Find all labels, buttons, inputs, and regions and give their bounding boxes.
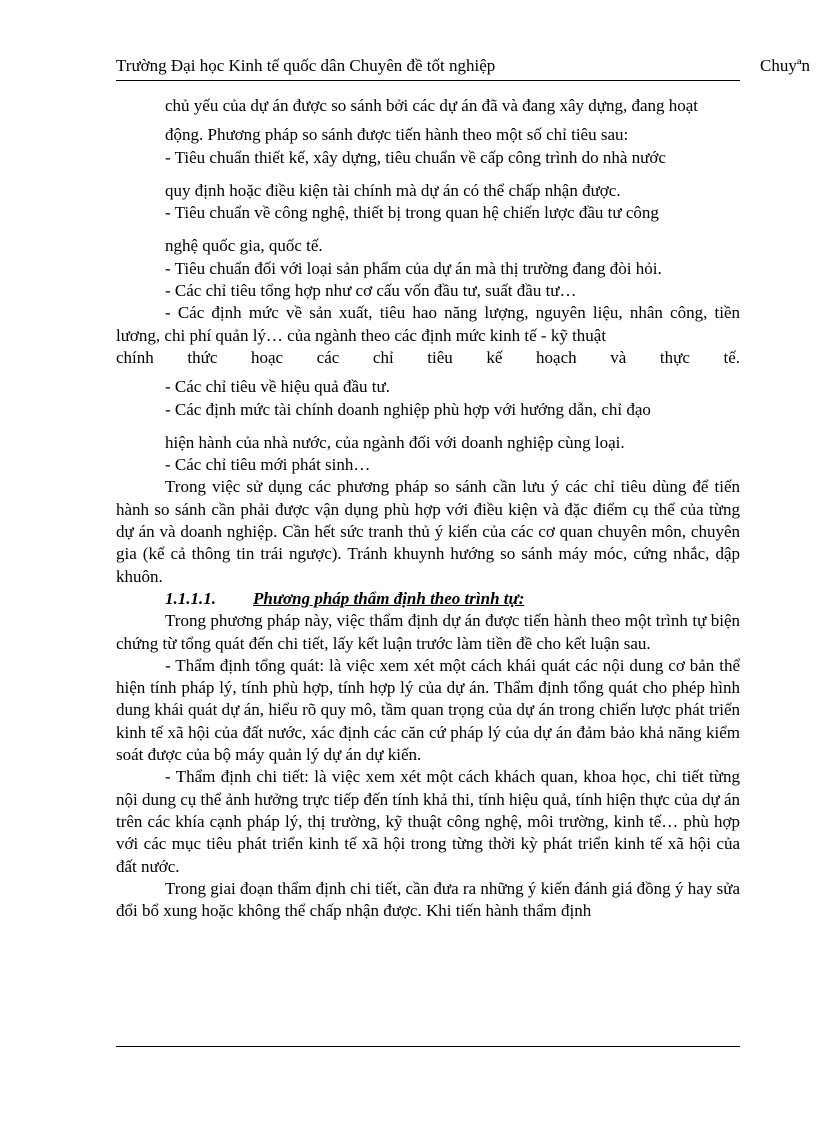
- paragraph: động. Phương pháp so sánh được tiến hành theo một số chỉ tiêu sau:: [165, 125, 629, 145]
- paragraph: - Tiêu chuẩn đối với loại sản phẩm của dự án mà thị trường đang đòi hỏi.: [165, 258, 662, 278]
- section-title: Phương pháp thẩm định theo trình tự:: [253, 588, 525, 608]
- paragraph: Trong việc sử dụng các phương pháp so sánh cần lưu ý các chỉ tiêu dùng để tiến hành so sánh cần phải được vận dụng phù hợp với điều kiện và đặc điểm cụ thể của từng dự án và doanh nghiệp. Cần hết sức tranh thủ ý kiến của các cơ quan chuyên môn, chuyên gia (kể cả thông tin trái ngược). Tránh khuynh hướng so sánh máy móc, cứng nhắc, dập khuôn.: [116, 477, 740, 586]
- paragraph: - Các chỉ tiêu về hiệu quả đầu tư.: [165, 377, 390, 397]
- paragraph: Trong phương pháp này, việc thẩm định dự án được tiến hành theo một trình tự biện chứng từ tổng quát đến chi tiết, lấy kết luận trước làm tiền đề cho kết luận sau.: [116, 611, 740, 653]
- paragraph: - Thẩm định chi tiết: là việc xem xét một cách khách quan, khoa học, chi tiết từng nội dung cụ thể ảnh hưởng trực tiếp đến tính khả thi, tính hiệu quả, tính hiện thực của dự án trên các khía cạnh pháp lý, thị trường, kỹ thuật công nghệ, môi trường, kinh tế… phù hợp với các mục tiêu phát triển kinh tế xã hội trong từng thời kỳ phát triển kinh tế xã hội của đất nước.: [116, 767, 740, 876]
- paragraph: Trong giai đoạn thẩm định chi tiết, cần đưa ra những ý kiến đánh giá đồng ý hay sửa đổi bổ xung hoặc không thể chấp nhận được. Khi tiến hành thẩm định: [116, 878, 740, 921]
- paragraph: - Các chỉ tiêu tổng hợp như cơ cấu vốn đầu tư, suất đầu tư…: [165, 281, 577, 301]
- header-title: Trường Đại học Kinh tế quốc dân Chuyên đề tốt nghiệp: [116, 56, 496, 75]
- paragraph: - Các định mức về sản xuất, tiêu hao năng lượng, nguyên liệu, nhân công, tiền lương, chi phí quản lý… của ngành theo các định mức kinh tế - kỹ thuật: [116, 303, 740, 345]
- paragraph: - Các định mức tài chính doanh nghiệp phù hợp với hướng dẫn, chỉ đạo: [165, 399, 651, 419]
- section-number: 1.1.1.1.: [165, 588, 216, 608]
- paragraph: - Tiêu chuẩn thiết kế, xây dựng, tiêu chuẩn về cấp công trình do nhà nước: [165, 147, 666, 167]
- paragraph: hiện hành của nhà nước, của ngành đối với doanh nghiệp cùng loại.: [165, 432, 625, 452]
- paragraph: - Các chỉ tiêu mới phát sinh…: [165, 455, 371, 475]
- paragraph: nghệ quốc gia, quốc tế.: [165, 236, 323, 256]
- header-right-text: Chuyªn: [760, 56, 811, 75]
- header-rule: [116, 80, 740, 81]
- section-heading: [116, 588, 740, 610]
- paragraph: - Tiêu chuẩn về công nghệ, thiết bị trong quan hệ chiến lược đầu tư công: [165, 203, 659, 223]
- footer-rule: [116, 1046, 740, 1047]
- paragraph: - Thẩm định tổng quát: là việc xem xét một cách khái quát các nội dung cơ bản thể hiện tính pháp lý, tính phù hợp, tính hợp lý của dự án. Thẩm định tổng quát cho phép hình dung khái quát dự án, hiểu rõ quy mô, tầm quan trọng của dự án trong chiến lược phát triển kinh tế xã hội của đất nước, xác định các căn cứ pháp lý của dự án đảm bảo khả năng kiểm soát được của bộ máy quản lý dự án dự kiến.: [116, 655, 740, 765]
- document-body: [116, 95, 740, 922]
- page-header: [116, 54, 811, 80]
- paragraph: chủ yếu của dự án được so sánh bởi các dự án đã và đang xây dựng, đang hoạt: [165, 96, 699, 115]
- paragraph: quy định hoặc điều kiện tài chính mà dự án có thể chấp nhận được.: [165, 180, 621, 200]
- paragraph: chính thức hoạc các chỉ tiêu kế hoạch và thực tế.: [116, 347, 740, 367]
